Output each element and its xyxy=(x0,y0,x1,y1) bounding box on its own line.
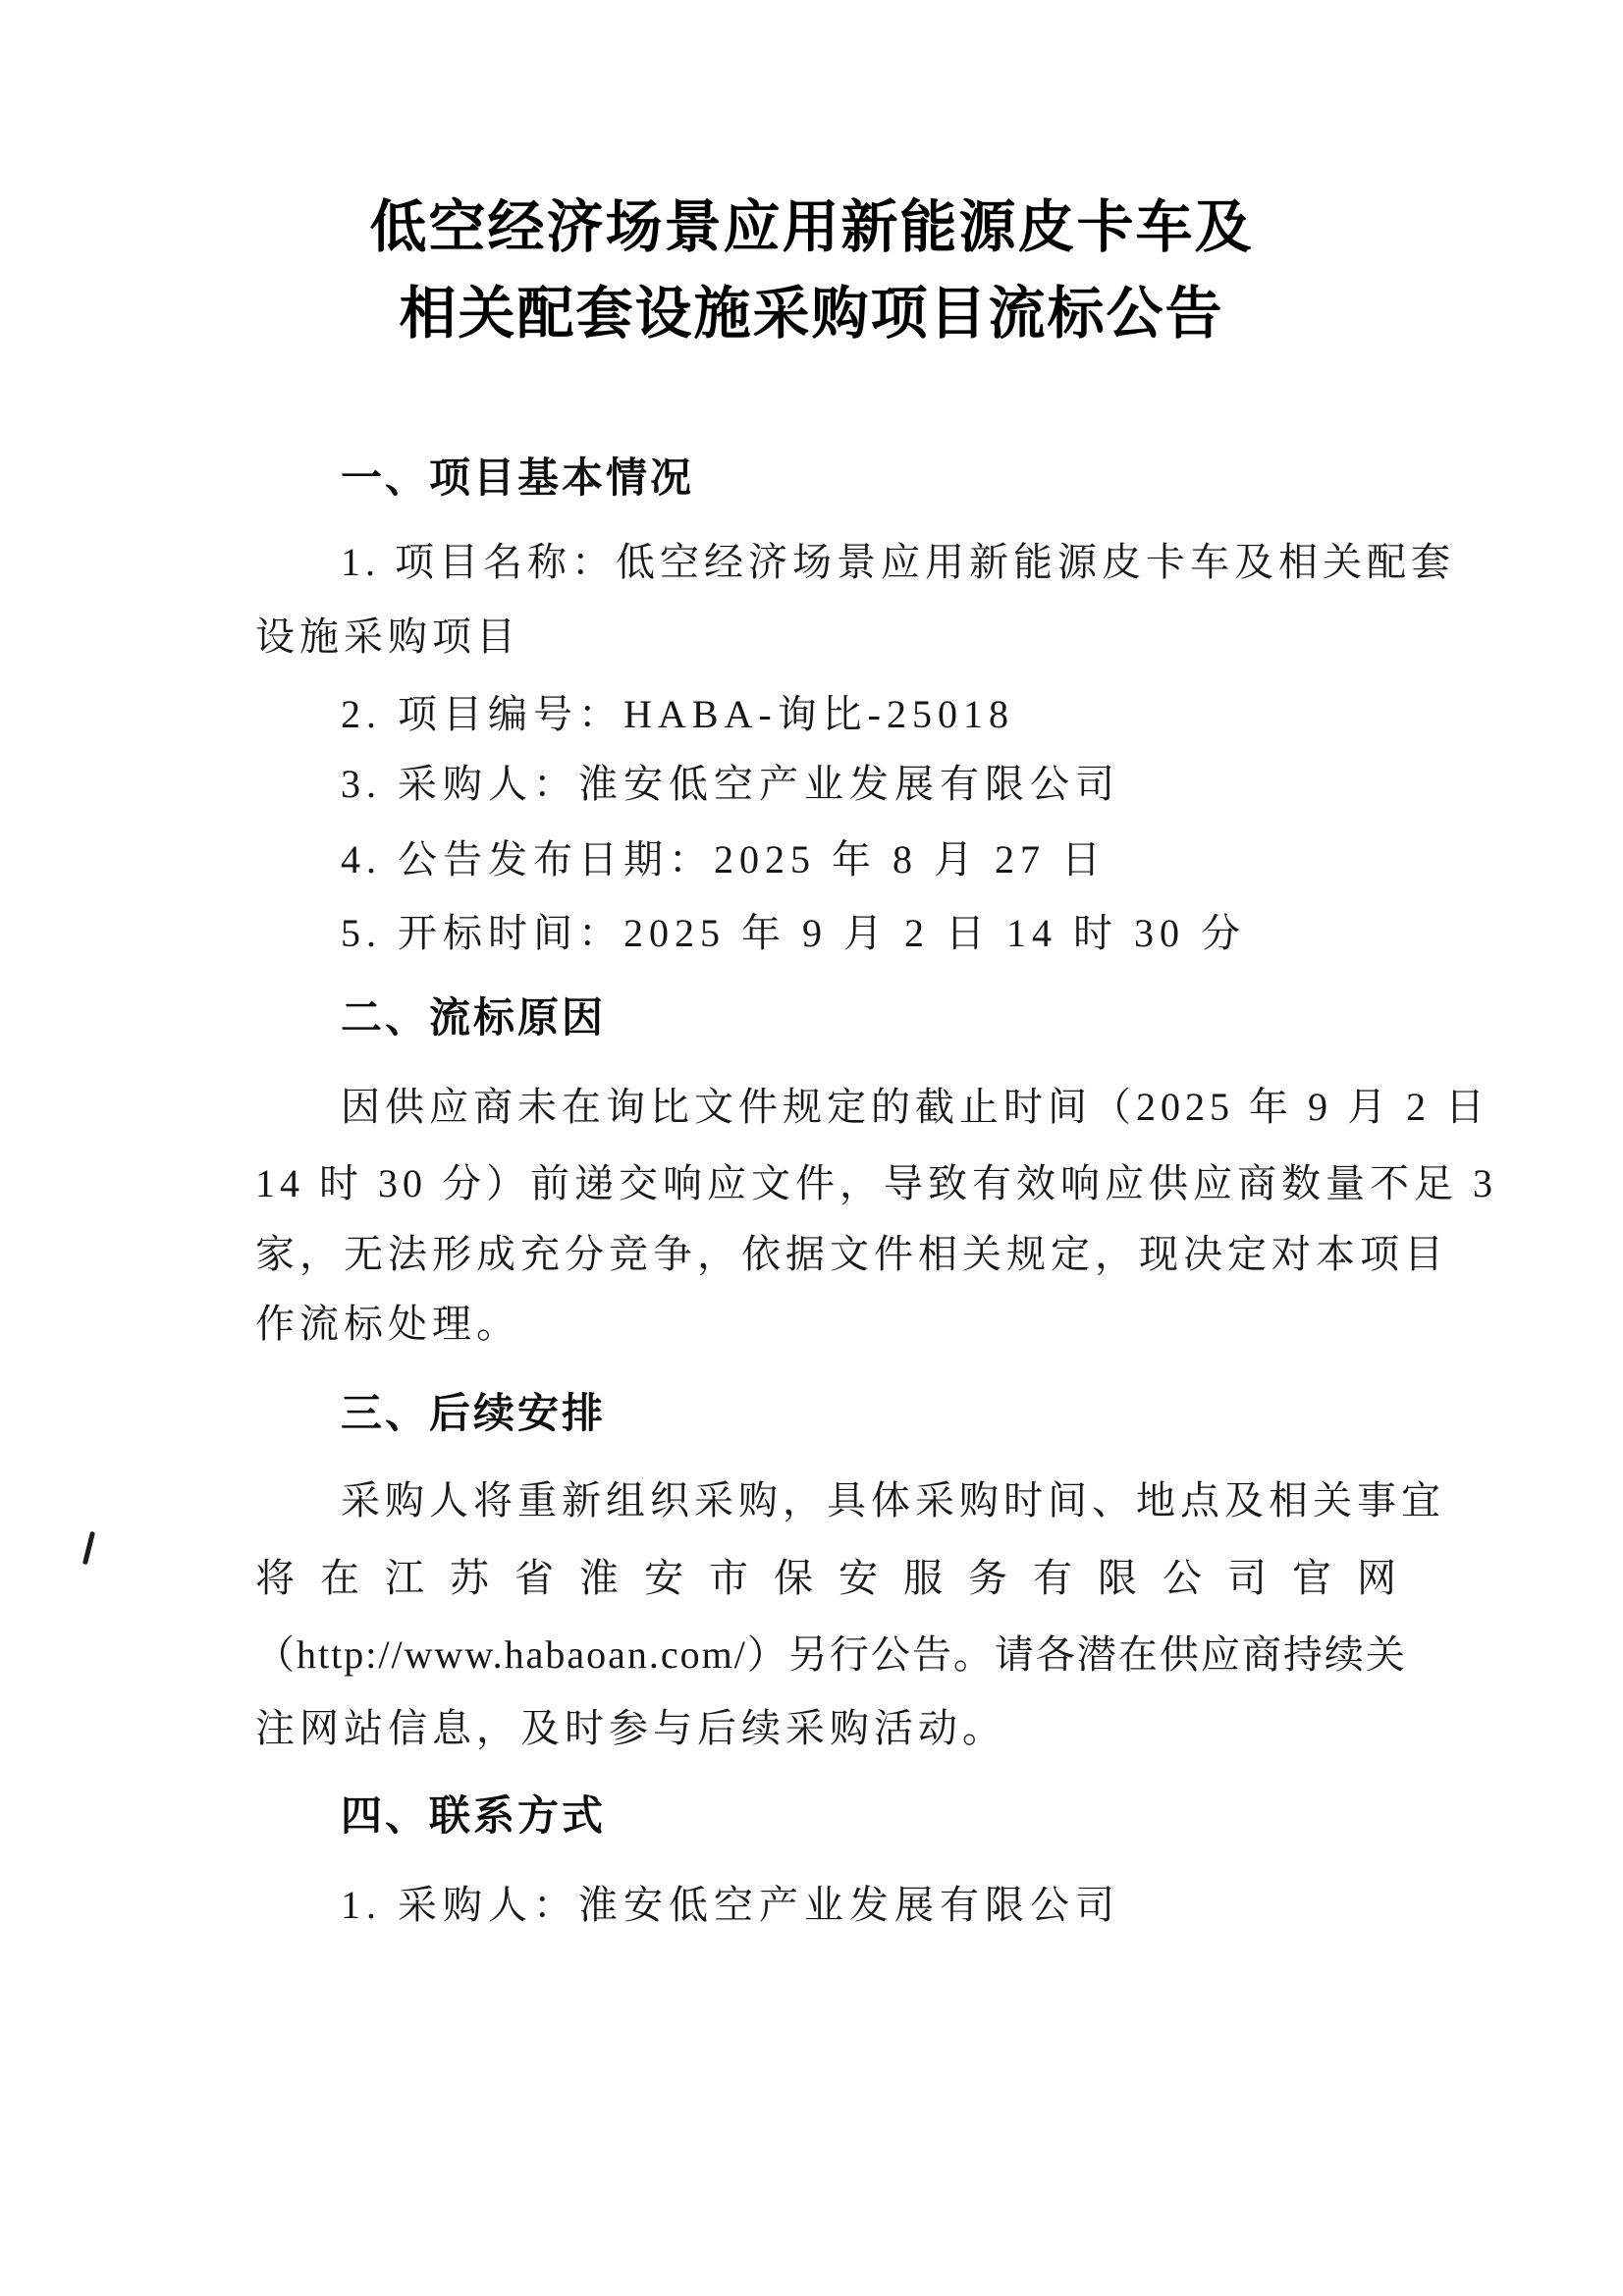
body-line: 4. 公告发布日期：2025 年 8 月 27 日 xyxy=(341,837,1107,881)
body-line: 5. 开标时间：2025 年 9 月 2 日 14 时 30 分 xyxy=(341,911,1246,955)
body-line: 设施采购项目 xyxy=(255,614,520,659)
stray-pen-mark xyxy=(82,1531,95,1565)
body-line: 14 时 30 分）前递交响应文件，导致有效响应供应商数量不足 3 xyxy=(255,1161,1497,1205)
body-line: 1. 项目名称：低空经济场景应用新能源皮卡车及相关配套 xyxy=(341,540,1455,584)
body-line: 家，无法形成充分竞争，依据文件相关规定，现决定对本项目 xyxy=(255,1232,1448,1276)
body-line: 注网站信息，及时参与后续采购活动。 xyxy=(255,1706,1006,1750)
document-title-line-1: 低空经济场景应用新能源皮卡车及 xyxy=(369,195,1254,259)
body-line: 1. 采购人：淮安低空产业发展有限公司 xyxy=(341,1883,1120,1927)
body-line: 采购人将重新组织采购，具体采购时间、地点及相关事宜 xyxy=(341,1478,1445,1522)
body-line: 3. 采购人：淮安低空产业发展有限公司 xyxy=(341,762,1120,806)
body-line: 将在江苏省淮安市保安服务有限公司官网 xyxy=(255,1556,1422,1600)
section-4-heading: 四、联系方式 xyxy=(341,1792,607,1839)
body-line: 因供应商未在询比文件规定的截止时间（2025 年 9 月 2 日 xyxy=(341,1085,1489,1129)
section-3-heading: 三、后续安排 xyxy=(341,1390,607,1436)
body-line: 作流标处理。 xyxy=(255,1302,520,1346)
body-line-with-url: （http://www.habaoan.com/）另行公告。请各潜在供应商持续关 xyxy=(255,1632,1407,1677)
section-2-heading: 二、流标原因 xyxy=(341,994,607,1041)
body-line: 2. 项目编号：HABA-询比-25018 xyxy=(341,692,1014,736)
section-1-heading: 一、项目基本情况 xyxy=(341,454,695,501)
document-title-line-2: 相关配套设施采购项目流标公告 xyxy=(399,282,1224,346)
